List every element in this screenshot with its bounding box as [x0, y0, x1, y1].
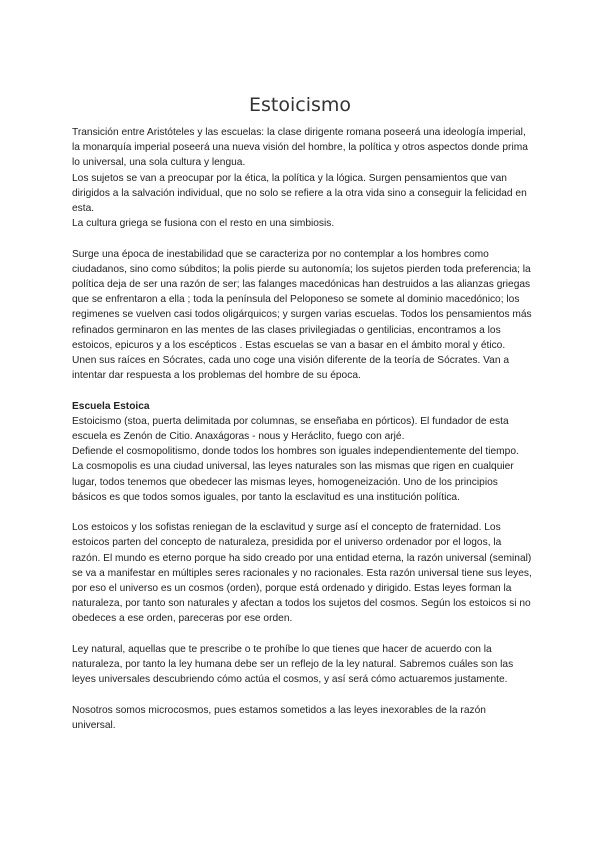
fraternidad-paragraph: Los estoicos y los sofistas reniegan de la esclavitud y surge así el concepto de fraternidad. Los estoicos parten del concepto de naturaleza, presidida por el universo ordenador por el logos, la razón. El mundo es eterno porque ha sido creado por una entidad eterna, la razón universal (seminal) se va a manifestar en múltiples seres racionales y no racionales. Esta razón universal tiene sus leyes, por eso el universo es un cosmos (orden), porque está ordenado y dirigido. Estas leyes forman la naturaleza, por tanto son naturales y afectan a todos los sujetos del cosmos. Según los estoicos si no obedeces a ese orden, pareceras por ese orden.: [72, 522, 532, 625]
section-heading-escuela-estoica: Escuela Estoica: [72, 400, 150, 412]
paragraph-gap: [72, 627, 532, 642]
inestabilidad-paragraph: Surge una época de inestabilidad que se caracteriza por no contemplar a los hombres como ciudadanos, sino como súbditos; la polis pierde su autonomía; los sujetos pierden toda preferencia; la política deja de ser una razón de ser; las falanges macedónicas han destruidos a las alianzas griegas que se enfrentaron a ella ; toda la península del Peloponeso se somete al dominio macedónico; los regimenes se vuelven casi todos oligárquicos; y surgen varias escuelas. Todos los pensamientos más refinados germinaron en las mentes de las clases privilegiadas o gentilicias, encontramos a los estoicos, epicuros y a los escépticos . Estas escuelas se van a basar en el ámbito moral y ético. Unen sus raíces en Sócrates, cada uno coge una visión diferente de la teoría de Sócrates. Van a intentar dar respuesta a los problemas del hombre de su época.: [72, 248, 532, 382]
intro-paragraph-3: La cultura griega se fusiona con el resto en una simbiosis.: [72, 218, 335, 230]
intro-paragraph-2: Los sujetos se van a preocupar por la ética, la política y la lógica. Surgen pensamientos que van dirigidos a la salvación individual, que no solo se refiere a la otra vida sino a conseguir la felicidad en esta.: [72, 172, 527, 215]
escuela-paragraph-1: Estoicismo (stoa, puerta delimitada por columnas, se enseñaba en pórticos). El fundador de esta escuela es Zenón de Citio. Anaxágoras - nous y Herácl‌ito, fuego con arjé.: [72, 415, 509, 443]
document-title: Estoicismo: [248, 94, 351, 116]
ley-natural-paragraph: Ley natural, aquellas que te prescribe o te prohíbe lo que tienes que hacer de acuerdo con la naturaleza, por tanto la ley humana debe ser un reflejo de la ley natural. Sabremos cuáles son las leyes universales descubriendo cómo actúa el cosmos, y así será cómo actuaremos justamente.: [72, 643, 514, 686]
paragraph-gap: [72, 687, 532, 702]
escuela-paragraph-2: Defiende el cosmopolitismo, donde todos los hombres son iguales independientemente del tiempo. La cosmopolis es una ciudad universal, las leyes naturales son las mismas que rigen en cualquier lugar, todos tenemos que obedecer las mismas leyes, homogeneización. Uno de los principios básicos es que todos somos iguales, por tanto la esclavitud es una institución política.: [72, 446, 519, 503]
paragraph-gap: [72, 231, 532, 246]
microcosmos-paragraph: Nosotros somos microcosmos, pues estamos sometidos a las leyes inexorables de la razón universal.: [72, 704, 486, 731]
document-body: [72, 125, 532, 733]
paragraph-gap: [72, 383, 532, 398]
intro-paragraph-1: Transición entre Aristóteles y las escuelas: la clase dirigente romana poseerá una ideología imperial, la monarquía imperial poseerá una nueva visión del hombre, la política y otros aspectos donde prima lo universal, una sola cultura y lengua.: [72, 127, 528, 169]
paragraph-gap: [72, 505, 532, 520]
